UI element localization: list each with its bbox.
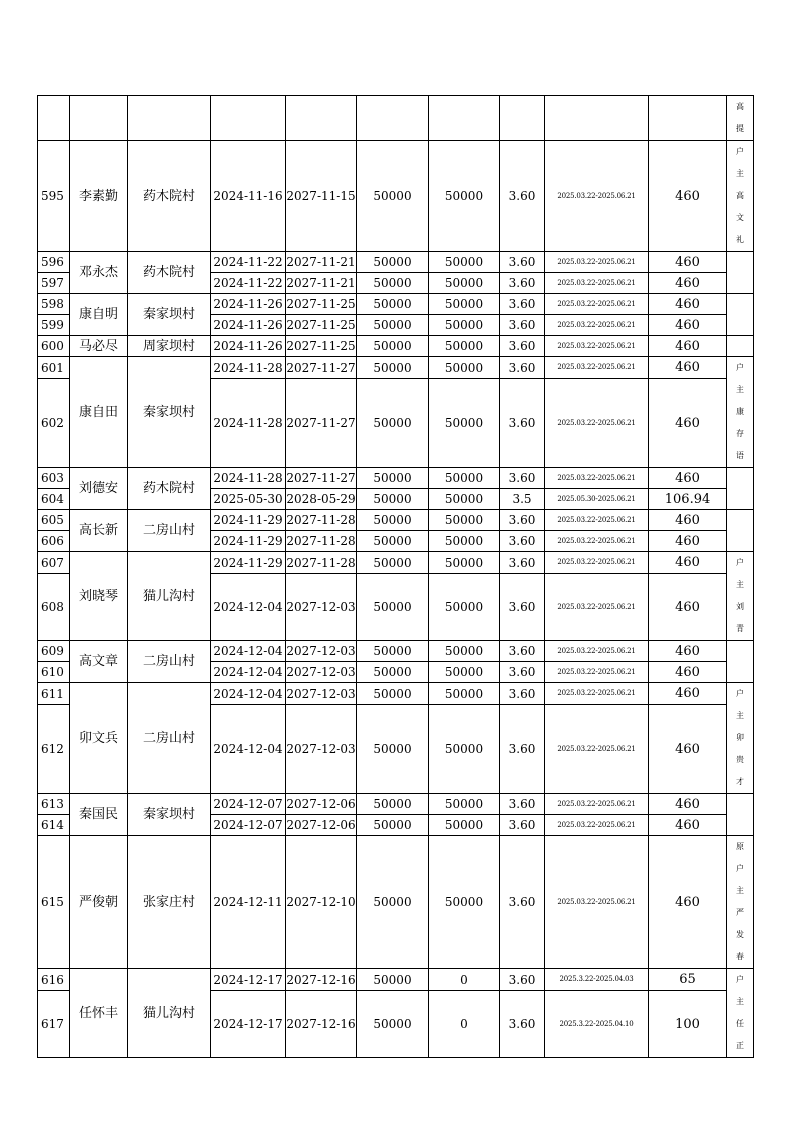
cell-loan: 50000 [357, 294, 429, 315]
cell-start: 2024-12-17 [211, 969, 286, 991]
cell-balance: 50000 [429, 252, 500, 273]
cell-period: 2025.03.22-2025.06.21 [545, 357, 649, 379]
table-row [38, 141, 754, 252]
cell-note: 户主卯贵才 [727, 683, 754, 794]
cell-name: 高长新 [70, 510, 128, 552]
cell-end: 2027-11-28 [286, 552, 357, 574]
cell-start: 2024-12-07 [211, 794, 286, 815]
cell-start: 2024-12-17 [211, 991, 286, 1058]
table-row [38, 336, 754, 357]
cell-no: 599 [38, 315, 70, 336]
cell-name: 马必尽 [70, 336, 128, 357]
cell-loan: 50000 [357, 836, 429, 969]
cell-rate: 3.5 [500, 489, 545, 510]
cell-end: 2027-12-06 [286, 815, 357, 836]
cell-period: 2025.3.22-2025.04.10 [545, 991, 649, 1058]
cell-amount: 460 [649, 252, 727, 273]
cell-name: 任怀丰 [70, 969, 128, 1058]
cell-no: 601 [38, 357, 70, 379]
cell-no: 598 [38, 294, 70, 315]
cell-village [128, 96, 211, 141]
cell-end: 2027-12-03 [286, 641, 357, 662]
cell-amount: 460 [649, 273, 727, 294]
cell-balance: 50000 [429, 379, 500, 468]
cell-rate: 3.60 [500, 273, 545, 294]
cell-amount: 460 [649, 836, 727, 969]
cell-no: 597 [38, 273, 70, 294]
cell-balance: 0 [429, 969, 500, 991]
table-row [38, 552, 754, 574]
cell-village: 猫儿沟村 [128, 969, 211, 1058]
cell-amount: 460 [649, 574, 727, 641]
cell-period: 2025.03.22-2025.06.21 [545, 794, 649, 815]
cell-name: 康自明 [70, 294, 128, 336]
cell-village: 猫儿沟村 [128, 552, 211, 641]
cell-name: 严俊朝 [70, 836, 128, 969]
table-row [38, 510, 754, 531]
cell-balance: 50000 [429, 489, 500, 510]
cell-start: 2024-11-29 [211, 552, 286, 574]
cell-end: 2027-12-03 [286, 662, 357, 683]
cell-no: 610 [38, 662, 70, 683]
cell-balance: 50000 [429, 794, 500, 815]
cell-name: 卯文兵 [70, 683, 128, 794]
cell-period: 2025.03.22-2025.06.21 [545, 641, 649, 662]
cell-village: 药木院村 [128, 468, 211, 510]
cell-end: 2027-11-21 [286, 273, 357, 294]
cell-amount: 460 [649, 510, 727, 531]
cell-no: 611 [38, 683, 70, 705]
cell-period: 2025.03.22-2025.06.21 [545, 294, 649, 315]
cell-start: 2024-11-28 [211, 379, 286, 468]
cell-no: 607 [38, 552, 70, 574]
cell-balance: 50000 [429, 510, 500, 531]
cell-start: 2024-11-26 [211, 315, 286, 336]
cell-balance: 50000 [429, 468, 500, 489]
cell-rate: 3.60 [500, 252, 545, 273]
cell-village: 药木院村 [128, 141, 211, 252]
cell-no: 608 [38, 574, 70, 641]
cell-loan: 50000 [357, 510, 429, 531]
cell-no: 605 [38, 510, 70, 531]
cell-balance: 50000 [429, 141, 500, 252]
cell-amount: 460 [649, 705, 727, 794]
cell-end: 2027-11-27 [286, 468, 357, 489]
cell-period: 2025.03.22-2025.06.21 [545, 510, 649, 531]
cell-rate: 3.60 [500, 815, 545, 836]
cell-start: 2025-05-30 [211, 489, 286, 510]
cell-name: 秦国民 [70, 794, 128, 836]
cell-amount: 460 [649, 683, 727, 705]
cell-village: 周家坝村 [128, 336, 211, 357]
cell-note [727, 510, 754, 552]
cell-rate: 3.60 [500, 141, 545, 252]
cell-note [727, 641, 754, 683]
cell-rate: 3.60 [500, 336, 545, 357]
table-row [38, 468, 754, 489]
cell-amount: 460 [649, 662, 727, 683]
cell-period: 2025.03.22-2025.06.21 [545, 252, 649, 273]
cell-period: 2025.03.22-2025.06.21 [545, 468, 649, 489]
cell-period: 2025.3.22-2025.04.03 [545, 969, 649, 991]
cell-balance: 50000 [429, 336, 500, 357]
cell-end: 2028-05-29 [286, 489, 357, 510]
cell-start: 2024-11-26 [211, 294, 286, 315]
cell-rate: 3.60 [500, 705, 545, 794]
cell-end: 2027-12-03 [286, 705, 357, 794]
cell-period: 2025.03.22-2025.06.21 [545, 683, 649, 705]
cell-start: 2024-12-04 [211, 641, 286, 662]
cell-village: 秦家坝村 [128, 294, 211, 336]
cell-village: 二房山村 [128, 641, 211, 683]
cell-loan: 50000 [357, 794, 429, 815]
cell-start: 2024-12-04 [211, 705, 286, 794]
cell-amount: 106.94 [649, 489, 727, 510]
cell-note: 户主任正 [727, 969, 754, 1058]
cell-start: 2024-12-04 [211, 574, 286, 641]
cell-amount: 460 [649, 357, 727, 379]
cell-loan: 50000 [357, 273, 429, 294]
cell-start: 2024-11-29 [211, 510, 286, 531]
cell-amount: 460 [649, 815, 727, 836]
cell-loan: 50000 [357, 531, 429, 552]
cell-end: 2027-11-15 [286, 141, 357, 252]
cell-balance: 50000 [429, 836, 500, 969]
cell-loan: 50000 [357, 336, 429, 357]
cell-amount: 65 [649, 969, 727, 991]
cell-name [70, 96, 128, 141]
cell-start: 2024-12-11 [211, 836, 286, 969]
cell-no: 595 [38, 141, 70, 252]
table-row [38, 252, 754, 273]
cell-period: 2025.03.22-2025.06.21 [545, 531, 649, 552]
cell-loan: 50000 [357, 574, 429, 641]
cell-no [38, 96, 70, 141]
table-row [38, 96, 754, 141]
cell-balance: 50000 [429, 294, 500, 315]
cell-amount: 460 [649, 552, 727, 574]
cell-loan: 50000 [357, 705, 429, 794]
cell-end: 2027-12-16 [286, 969, 357, 991]
cell-loan: 50000 [357, 357, 429, 379]
cell-no: 617 [38, 991, 70, 1058]
cell-loan: 50000 [357, 683, 429, 705]
cell-balance: 50000 [429, 705, 500, 794]
cell-loan: 50000 [357, 815, 429, 836]
cell-rate: 3.60 [500, 991, 545, 1058]
cell-no: 604 [38, 489, 70, 510]
cell-loan: 50000 [357, 379, 429, 468]
cell-loan: 50000 [357, 552, 429, 574]
cell-start: 2024-11-28 [211, 468, 286, 489]
table-row [38, 836, 754, 969]
table-row [38, 294, 754, 315]
cell-period: 2025.03.22-2025.06.21 [545, 336, 649, 357]
cell-end: 2027-11-27 [286, 379, 357, 468]
cell-note [727, 252, 754, 294]
cell-village: 秦家坝村 [128, 794, 211, 836]
cell-loan: 50000 [357, 969, 429, 991]
cell-rate: 3.60 [500, 531, 545, 552]
cell-start: 2024-12-07 [211, 815, 286, 836]
cell-balance: 50000 [429, 815, 500, 836]
cell-village: 二房山村 [128, 683, 211, 794]
cell-loan: 50000 [357, 662, 429, 683]
cell-start: 2024-11-22 [211, 252, 286, 273]
cell-name: 刘晓琴 [70, 552, 128, 641]
cell-rate: 3.60 [500, 510, 545, 531]
cell-amount: 460 [649, 336, 727, 357]
cell-note [727, 294, 754, 336]
cell-end: 2027-12-16 [286, 991, 357, 1058]
cell-end: 2027-11-25 [286, 315, 357, 336]
cell-amount: 460 [649, 641, 727, 662]
cell-start: 2024-11-16 [211, 141, 286, 252]
cell-balance: 50000 [429, 273, 500, 294]
cell-amount: 100 [649, 991, 727, 1058]
table-row [38, 794, 754, 815]
cell-period: 2025.03.22-2025.06.21 [545, 574, 649, 641]
cell-end: 2027-12-06 [286, 794, 357, 815]
table-row [38, 357, 754, 379]
cell-loan: 50000 [357, 141, 429, 252]
cell-start: 2024-11-29 [211, 531, 286, 552]
cell-amount: 460 [649, 531, 727, 552]
cell-balance: 50000 [429, 552, 500, 574]
cell-no: 606 [38, 531, 70, 552]
cell-period: 2025.03.22-2025.06.21 [545, 379, 649, 468]
cell-no: 600 [38, 336, 70, 357]
cell-amount: 460 [649, 294, 727, 315]
cell-name: 李素勤 [70, 141, 128, 252]
cell-end: 2027-11-27 [286, 357, 357, 379]
cell-note [727, 336, 754, 357]
cell-period: 2025.03.22-2025.06.21 [545, 836, 649, 969]
cell-loan: 50000 [357, 468, 429, 489]
cell-balance: 50000 [429, 357, 500, 379]
cell-village: 药木院村 [128, 252, 211, 294]
cell-period: 2025.03.22-2025.06.21 [545, 273, 649, 294]
cell-no: 615 [38, 836, 70, 969]
cell-end: 2027-11-28 [286, 531, 357, 552]
cell-balance: 50000 [429, 641, 500, 662]
cell-loan: 50000 [357, 252, 429, 273]
cell-no: 612 [38, 705, 70, 794]
cell-balance: 50000 [429, 531, 500, 552]
cell-period: 2025.03.22-2025.06.21 [545, 141, 649, 252]
table-row [38, 683, 754, 705]
cell-rate: 3.60 [500, 662, 545, 683]
cell-balance: 0 [429, 991, 500, 1058]
cell-name: 康自田 [70, 357, 128, 468]
cell-rate: 3.60 [500, 468, 545, 489]
cell-no: 609 [38, 641, 70, 662]
cell-balance: 50000 [429, 315, 500, 336]
cell-start: 2024-11-28 [211, 357, 286, 379]
cell-period: 2025.03.22-2025.06.21 [545, 705, 649, 794]
cell-end: 2027-11-25 [286, 294, 357, 315]
cell-note [727, 794, 754, 836]
cell-loan: 50000 [357, 489, 429, 510]
cell-period: 2025.03.22-2025.06.21 [545, 315, 649, 336]
cell-rate: 3.60 [500, 357, 545, 379]
cell-no: 613 [38, 794, 70, 815]
cell-no: 616 [38, 969, 70, 991]
cell-balance: 50000 [429, 662, 500, 683]
cell-start: 2024-12-04 [211, 683, 286, 705]
cell-period: 2025.03.22-2025.06.21 [545, 815, 649, 836]
cell-rate: 3.60 [500, 379, 545, 468]
cell-loan: 50000 [357, 991, 429, 1058]
cell-start: 2024-12-04 [211, 662, 286, 683]
cell-rate: 3.60 [500, 969, 545, 991]
cell-end: 2027-11-21 [286, 252, 357, 273]
cell-start: 2024-11-22 [211, 273, 286, 294]
cell-rate: 3.60 [500, 294, 545, 315]
cell-no: 614 [38, 815, 70, 836]
table-row [38, 641, 754, 662]
cell-note [727, 468, 754, 510]
cell-balance: 50000 [429, 683, 500, 705]
cell-village: 秦家坝村 [128, 357, 211, 468]
cell-rate: 3.60 [500, 683, 545, 705]
cell-note: 高提 [727, 96, 754, 141]
table-row [38, 969, 754, 991]
cell-name: 邓永杰 [70, 252, 128, 294]
cell-note: 户主康存语 [727, 357, 754, 468]
cell-amount: 460 [649, 315, 727, 336]
cell-loan: 50000 [357, 641, 429, 662]
cell-village: 张家庄村 [128, 836, 211, 969]
cell-rate: 3.60 [500, 315, 545, 336]
cell-period: 2025.03.22-2025.06.21 [545, 552, 649, 574]
cell-loan: 50000 [357, 315, 429, 336]
cell-name: 高文章 [70, 641, 128, 683]
cell-amount: 460 [649, 379, 727, 468]
cell-period: 2025.03.22-2025.06.21 [545, 662, 649, 683]
loan-table [37, 95, 754, 1058]
cell-no: 596 [38, 252, 70, 273]
cell-rate: 3.60 [500, 552, 545, 574]
cell-end: 2027-12-03 [286, 574, 357, 641]
cell-no: 602 [38, 379, 70, 468]
cell-rate: 3.60 [500, 794, 545, 815]
cell-rate: 3.60 [500, 574, 545, 641]
cell-note: 户主刘青 [727, 552, 754, 641]
cell-end: 2027-12-10 [286, 836, 357, 969]
cell-name: 刘德安 [70, 468, 128, 510]
cell-amount: 460 [649, 468, 727, 489]
cell-end: 2027-11-25 [286, 336, 357, 357]
cell-period: 2025.05.30-2025.06.21 [545, 489, 649, 510]
cell-rate: 3.60 [500, 641, 545, 662]
cell-note: 原户主严发春 [727, 836, 754, 969]
cell-note: 户主高文礼 [727, 141, 754, 252]
cell-balance: 50000 [429, 574, 500, 641]
cell-amount: 460 [649, 141, 727, 252]
cell-no: 603 [38, 468, 70, 489]
cell-end: 2027-11-28 [286, 510, 357, 531]
cell-rate: 3.60 [500, 836, 545, 969]
cell-end: 2027-12-03 [286, 683, 357, 705]
cell-start: 2024-11-26 [211, 336, 286, 357]
cell-village: 二房山村 [128, 510, 211, 552]
cell-amount: 460 [649, 794, 727, 815]
